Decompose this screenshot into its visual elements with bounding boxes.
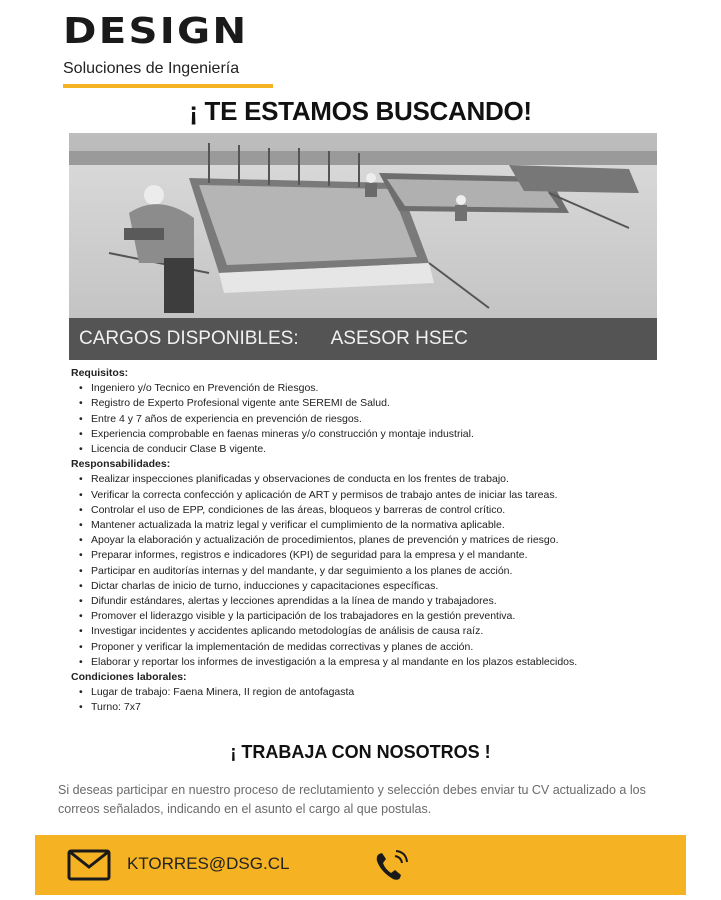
positions-label: CARGOS DISPONIBLES:: [79, 328, 299, 349]
list-item: • Experiencia comprobable en faenas mineras y/o construcción y montaje industrial.: [91, 427, 671, 442]
phone-icon: [373, 848, 413, 884]
conditions-list: [71, 685, 671, 715]
list-item: • Apoyar la elaboración y actualización de procedimientos, planes de prevención y matrices de riesgo.: [91, 533, 671, 548]
list-item: • Proponer y verificar la implementación de medidas correctivas y planes de acción.: [91, 640, 671, 655]
list-item: • Elaborar y reportar los informes de investigación a la empresa y al mandante en los plazos establecidos.: [91, 655, 671, 670]
call-to-action: ¡ TRABAJA CON NOSOTROS !: [230, 742, 491, 762]
positions-banner: [69, 318, 657, 360]
responsibilities-list: [71, 472, 671, 670]
list-item: • Participar en auditorías internas y del mandante, y dar seguimiento a los planes de acción.: [91, 564, 671, 579]
requirements-list: [71, 381, 671, 457]
requirements-heading: Requisitos:: [71, 367, 129, 379]
list-item: • Registro de Experto Profesional vigente ante SEREMI de Salud.: [91, 396, 671, 411]
list-item: • Dictar charlas de inicio de turno, inducciones y capacitaciones específicas.: [91, 579, 671, 594]
list-item: • Realizar inspecciones planificadas y observaciones de conducta en los frentes de trabajo.: [91, 472, 671, 487]
list-item: • Ingeniero y/o Tecnico en Prevención de Riesgos.: [91, 381, 671, 396]
logo-wordmark: DESIGN: [63, 11, 249, 52]
construction-site-image: [69, 133, 657, 318]
page-headline: ¡ TE ESTAMOS BUSCANDO!: [189, 96, 532, 126]
conditions-heading: Condiciones laborales:: [71, 671, 187, 684]
job-details: [71, 366, 671, 716]
contact-email[interactable]: KTORRES@DSG.CL: [127, 854, 290, 873]
list-item: • Preparar informes, registros e indicadores (KPI) de seguridad para la empresa y el mandante.: [91, 548, 671, 563]
list-item: • Mantener actualizada la matriz legal y verificar el cumplimiento de la normativa aplicable.: [91, 518, 671, 533]
list-item: • Licencia de conducir Clase B vigente.: [91, 442, 671, 457]
contact-footer: [35, 835, 686, 895]
position-title: ASESOR HSEC: [330, 328, 468, 349]
list-item: • Lugar de trabajo: Faena Minera, II region de antofagasta: [91, 685, 671, 700]
construction-site-photo: [69, 133, 657, 318]
envelope-icon: [67, 849, 111, 881]
list-item: • Verificar la correcta confección y aplicación de ART y permisos de trabajo antes de iniciar las tareas.: [91, 488, 671, 503]
logo-underline: [63, 84, 273, 88]
list-item: • Investigar incidentes y accidentes aplicando metodologías de análisis de causa raíz.: [91, 624, 671, 639]
list-item: • Difundir estándares, alertas y lecciones aprendidas a la línea de mando y trabajadores.: [91, 594, 671, 609]
list-item: • Promover el liderazgo visible y la participación de los trabajadores en la gestión preventiva.: [91, 609, 671, 624]
logo-subtitle: Soluciones de Ingeniería: [63, 60, 240, 77]
list-item: • Turno: 7x7: [91, 700, 671, 715]
application-note: Si deseas participar en nuestro proceso de reclutamiento y selección debes enviar tu CV actualizado a los correos señalados, indicando en el asunto el cargo al que postulas.: [58, 783, 646, 816]
list-item: • Entre 4 y 7 años de experiencia en prevención de riesgos.: [91, 412, 671, 427]
company-logo: [63, 12, 273, 88]
responsibilities-heading: Responsabilidades:: [71, 458, 171, 471]
list-item: • Controlar el uso de EPP, condiciones de las áreas, bloqueos y barreras de control crítico.: [91, 503, 671, 518]
